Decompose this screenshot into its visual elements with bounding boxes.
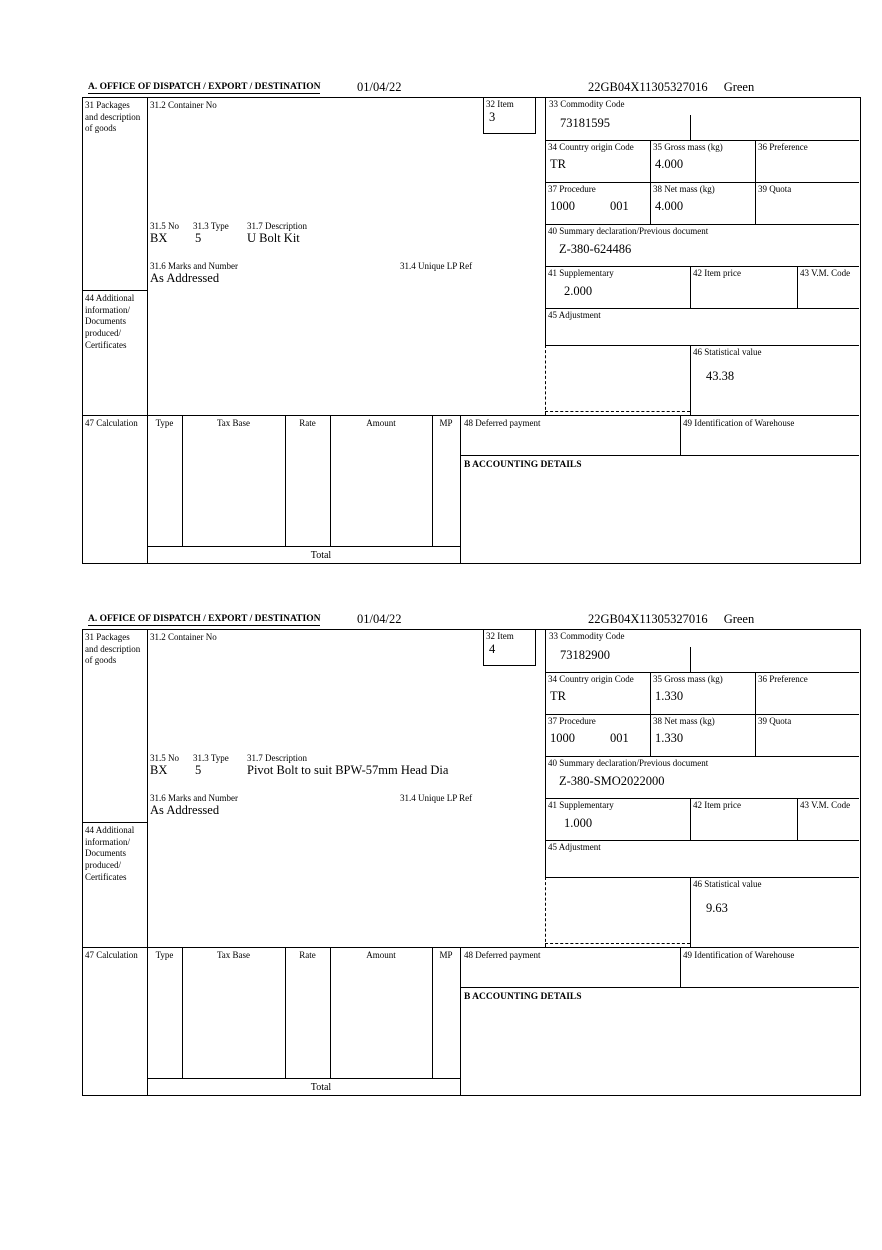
previous-document-label: 40 Summary declaration/Previous document	[548, 226, 709, 236]
net-mass-label: 38 Net mass (kg)	[653, 184, 715, 194]
description-label: 31.7 Description	[247, 221, 307, 231]
statistical-value-label: 46 Statistical value	[693, 879, 762, 889]
dispatch-date: 01/04/22	[357, 612, 402, 626]
divider-line	[680, 415, 681, 455]
divider-line	[147, 1078, 460, 1079]
package-type-value: 5	[195, 231, 202, 245]
adjustment-label: 45 Adjustment	[548, 310, 601, 320]
divider-line	[330, 415, 331, 546]
calc-type-header: Type	[155, 418, 174, 428]
box47-label: 47 Calculation	[85, 418, 138, 428]
statistical-value: 9.63	[706, 901, 728, 915]
divider-line	[545, 798, 859, 799]
net-mass-label: 38 Net mass (kg)	[653, 716, 715, 726]
divider-line	[460, 415, 461, 563]
calc-mp-header: MP	[439, 950, 453, 960]
section-a-title: A. OFFICE OF DISPATCH / EXPORT / DESTINATION	[88, 82, 321, 92]
unique-lp-ref-label: 31.4 Unique LP Ref	[400, 261, 473, 271]
supplementary-label: 41 Supplementary	[548, 800, 614, 810]
procedure-extra-value: 001	[610, 199, 629, 213]
gross-mass-value: 1.330	[655, 689, 684, 703]
box32-label: 32 Item	[486, 99, 514, 109]
preference-label: 36 Preference	[758, 674, 808, 684]
description-value: U Bolt Kit	[247, 231, 300, 245]
marks-value: As Addressed	[150, 271, 220, 285]
divider-line	[147, 629, 148, 1095]
form-outline	[82, 97, 861, 564]
calc-rate-header: Rate	[299, 418, 316, 428]
divider-line	[545, 840, 859, 841]
calc-rate-header: Rate	[299, 950, 316, 960]
gross-mass-label: 35 Gross mass (kg)	[653, 674, 723, 684]
divider-line	[483, 133, 536, 134]
divider-line	[690, 798, 691, 840]
declaration-reference	[588, 613, 754, 627]
calc-tax-base-header: Tax Base	[216, 950, 251, 960]
marks-label: 31.6 Marks and Number	[150, 261, 238, 271]
deferred-payment-label: 48 Deferred payment	[464, 418, 541, 428]
section-a-title: A. OFFICE OF DISPATCH / EXPORT / DESTINATION	[88, 614, 321, 624]
marks-label: 31.6 Marks and Number	[150, 793, 238, 803]
commodity-tick-line	[690, 647, 691, 672]
reference-number: 22GB04X11305327016	[588, 80, 708, 94]
box31-label: 31 Packages and description of goods	[85, 632, 141, 666]
unique-lp-ref-label: 31.4 Unique LP Ref	[400, 793, 473, 803]
divider-line	[182, 947, 183, 1078]
form-outline	[82, 629, 861, 1096]
reference-number: 22GB04X11305327016	[588, 612, 708, 626]
total-label: Total	[310, 550, 332, 561]
calc-type-header: Type	[155, 950, 174, 960]
total-label: Total	[310, 1082, 332, 1093]
description-value: Pivot Bolt to suit BPW-57mm Head Dia	[247, 763, 449, 777]
box44-label: 44 Additional information/ Documents produced/ Certificates	[85, 825, 135, 882]
accounting-details-label: B ACCOUNTING DETAILS	[464, 460, 582, 470]
divider-line	[690, 345, 691, 415]
previous-document-value: Z-380-624486	[559, 242, 632, 256]
procedure-extra-value: 001	[610, 731, 629, 745]
divider-line	[432, 415, 433, 546]
net-mass-value: 1.330	[655, 731, 684, 745]
supplementary-value: 1.000	[564, 816, 593, 830]
divider-line	[460, 987, 859, 988]
dispatch-date: 01/04/22	[357, 80, 402, 94]
divider-line	[330, 947, 331, 1078]
divider-line	[545, 308, 859, 309]
package-type-label: 31.3 Type	[193, 221, 229, 231]
divider-line	[147, 97, 148, 563]
quota-label: 39 Quota	[758, 716, 792, 726]
divider-line	[460, 455, 859, 456]
status-badge: Green	[723, 612, 755, 626]
container-no-label: 31.2 Container No	[150, 100, 217, 110]
vm-code-label: 43 V.M. Code	[800, 268, 851, 278]
previous-document-label: 40 Summary declaration/Previous document	[548, 758, 709, 768]
deferred-payment-label: 48 Deferred payment	[464, 950, 541, 960]
divider-line	[147, 546, 460, 547]
procedure-label: 37 Procedure	[548, 184, 596, 194]
commodity-code-value: 73181595	[560, 116, 610, 130]
description-label: 31.7 Description	[247, 753, 307, 763]
warehouse-id-label: 49 Identification of Warehouse	[683, 950, 795, 960]
divider-line	[690, 877, 691, 947]
gross-mass-value: 4.000	[655, 157, 684, 171]
calc-mp-header: MP	[439, 418, 453, 428]
commodity-code-label: 33 Commodity Code	[549, 99, 625, 109]
divider-line	[483, 629, 484, 665]
divider-line	[797, 266, 798, 308]
country-origin-label: 34 Country origin Code	[548, 674, 634, 684]
divider-line	[285, 947, 286, 1078]
statistical-value: 43.38	[706, 369, 735, 383]
declaration-item-block	[82, 612, 861, 1096]
package-no-value: BX	[150, 231, 168, 245]
divider-line	[535, 97, 536, 133]
accounting-details-label: B ACCOUNTING DETAILS	[464, 992, 582, 1002]
divider-line	[460, 947, 461, 1095]
adjustment-label: 45 Adjustment	[548, 842, 601, 852]
commodity-code-value: 73182900	[560, 648, 610, 662]
box47-label: 47 Calculation	[85, 950, 138, 960]
divider-line	[483, 97, 484, 133]
warehouse-id-label: 49 Identification of Warehouse	[683, 418, 795, 428]
country-origin-value: TR	[550, 157, 566, 171]
divider-line	[82, 947, 859, 948]
item-price-label: 42 Item price	[693, 800, 741, 810]
quota-label: 39 Quota	[758, 184, 792, 194]
package-type-value: 5	[195, 763, 202, 777]
divider-line	[285, 415, 286, 546]
box32-label: 32 Item	[486, 631, 514, 641]
divider-line	[82, 290, 147, 291]
divider-line	[182, 415, 183, 546]
item-number-value: 4	[489, 642, 496, 656]
gross-mass-label: 35 Gross mass (kg)	[653, 142, 723, 152]
declaration-item-block	[82, 80, 861, 564]
dashed-divider-line	[545, 345, 546, 415]
box31-label: 31 Packages and description of goods	[85, 100, 141, 134]
country-origin-label: 34 Country origin Code	[548, 142, 634, 152]
divider-line	[432, 947, 433, 1078]
calc-amount-header: Amount	[366, 950, 396, 960]
divider-line	[483, 665, 536, 666]
divider-line	[545, 266, 859, 267]
procedure-label: 37 Procedure	[548, 716, 596, 726]
dashed-divider-line	[545, 943, 690, 944]
supplementary-label: 41 Supplementary	[548, 268, 614, 278]
vm-code-label: 43 V.M. Code	[800, 800, 851, 810]
commodity-code-label: 33 Commodity Code	[549, 631, 625, 641]
divider-line	[545, 714, 859, 715]
package-type-label: 31.3 Type	[193, 753, 229, 763]
supplementary-value: 2.000	[564, 284, 593, 298]
box44-label: 44 Additional information/ Documents produced/ Certificates	[85, 293, 135, 350]
net-mass-value: 4.000	[655, 199, 684, 213]
previous-document-value: Z-380-SMO2022000	[559, 774, 665, 788]
status-badge: Green	[723, 80, 755, 94]
divider-line	[545, 182, 859, 183]
divider-line	[545, 756, 859, 757]
divider-line	[535, 629, 536, 665]
package-no-label: 31.5 No	[150, 221, 179, 231]
divider-line	[545, 140, 859, 141]
divider-line	[680, 947, 681, 987]
divider-line	[797, 798, 798, 840]
commodity-tick-line	[690, 115, 691, 140]
country-origin-value: TR	[550, 689, 566, 703]
dashed-divider-line	[545, 877, 546, 947]
divider-line	[545, 672, 859, 673]
item-price-label: 42 Item price	[693, 268, 741, 278]
calc-tax-base-header: Tax Base	[216, 418, 251, 428]
divider-line	[545, 224, 859, 225]
item-number-value: 3	[489, 110, 496, 124]
divider-line	[545, 345, 859, 346]
procedure-value: 1000	[550, 199, 575, 213]
divider-line	[82, 822, 147, 823]
divider-line	[690, 266, 691, 308]
divider-line	[545, 877, 859, 878]
divider-line	[82, 415, 859, 416]
procedure-value: 1000	[550, 731, 575, 745]
preference-label: 36 Preference	[758, 142, 808, 152]
package-no-value: BX	[150, 763, 168, 777]
dashed-divider-line	[545, 411, 690, 412]
marks-value: As Addressed	[150, 803, 220, 817]
declaration-reference	[588, 81, 754, 95]
calc-amount-header: Amount	[366, 418, 396, 428]
package-no-label: 31.5 No	[150, 753, 179, 763]
statistical-value-label: 46 Statistical value	[693, 347, 762, 357]
container-no-label: 31.2 Container No	[150, 632, 217, 642]
